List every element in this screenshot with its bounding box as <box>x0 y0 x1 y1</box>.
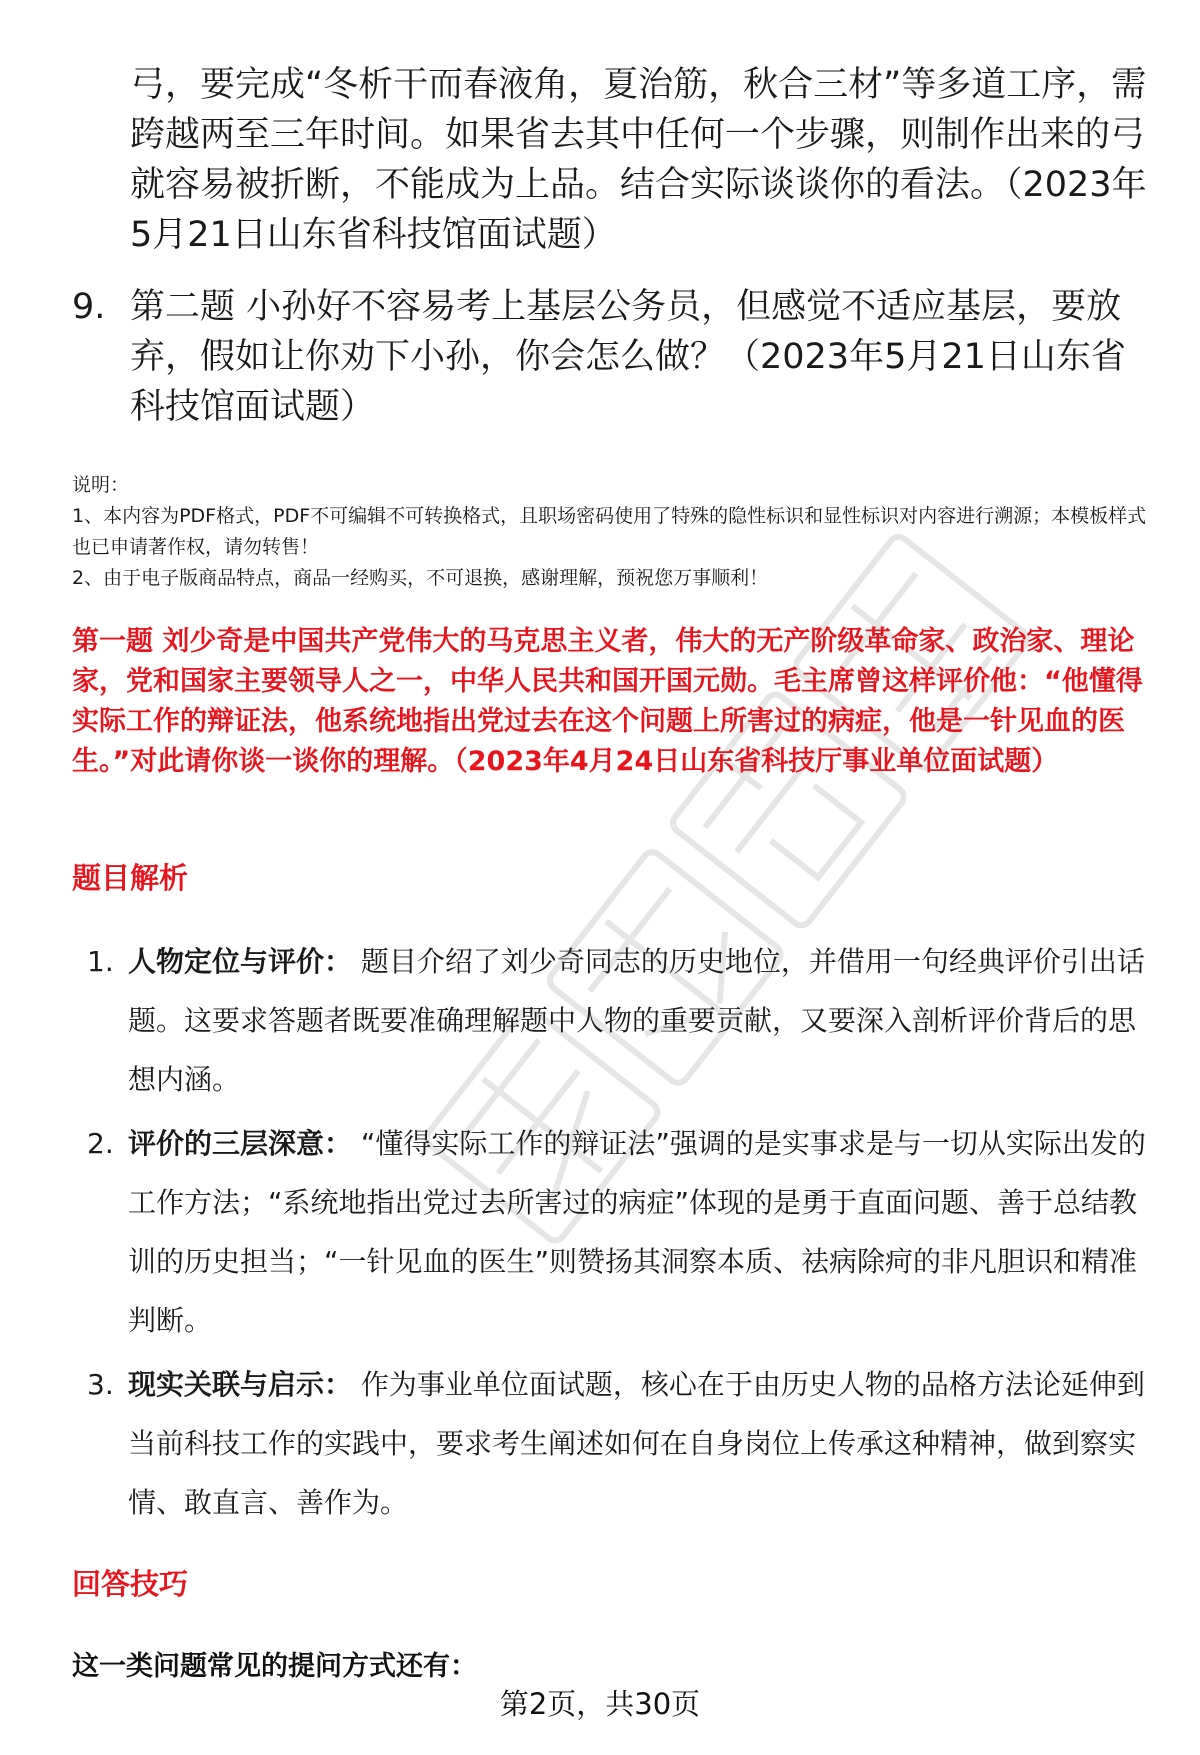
disclaimer-note <box>72 470 1162 594</box>
note-line-2: 2、由于电子版商品特点，商品一经购买，不可退换，感谢理解，预祝您万事顺利！ <box>72 567 769 589</box>
analysis-text: 题目介绍了刘少奇同志的历史地位，并借用一句经典评价引出话题。这要求答题者既要准确理解题中人物的重要贡献，又要深入剖析评价背后的思想内涵。 <box>128 945 1145 1096</box>
note-line-1: 1、本内容为PDF格式，PDF不可编辑不可转换格式，且职场密码使用了特殊的隐性标识和显性标识对内容进行溯源；本模板样式也已申请著作权，请勿转售！ <box>72 505 1147 558</box>
question-list <box>72 60 1152 454</box>
analysis-number: 2. <box>87 1127 114 1160</box>
featured-question: 第一题 刘少奇是中国共产党伟大的马克思主义者，伟大的无产阶级革命家、政治家、理论家，党和国家主要领导人之一，中华人民共和国开国元勋。毛主席曾这样评价他：“他懂得实际工作的辩证法，他系统地指出党过去在这个问题上所害过的病症，他是一针见血的医生。”对此请你谈一谈你的理解。（2023年4月24日山东省科技厅事业单位面试题） <box>72 626 1143 777</box>
question-text: 弓，要完成“冬析干而春液角，夏治筋，秋合三材”等多道工序，需跨越两至三年时间。如果省去其中任何一个步骤，则制作出来的弓就容易被折断，不能成为上品。结合实际谈谈你的看法。（2023年5月21日山东省科技馆面试题） <box>130 65 1147 255</box>
analysis-item <box>72 932 1162 1109</box>
question-number: 9. <box>72 287 106 327</box>
analysis-number: 3. <box>87 1368 114 1401</box>
note-title: 说明： <box>72 474 130 496</box>
question-text: 第二题 小孙好不容易考上基层公务员，但感觉不适应基层，要放弃，假如让你劝下小孙，你会怎么做？（2023年5月21日山东省科技馆面试题） <box>130 287 1126 427</box>
analysis-label: 人物定位与评价： <box>128 945 353 978</box>
question-item-9 <box>72 282 1152 432</box>
analysis-text: 作为事业单位面试题，核心在于由历史人物的品格方法论延伸到当前科技工作的实践中，要求考生阐述如何在自身岗位上传承这种精神，做到察实情、敢直言、善作为。 <box>128 1368 1145 1519</box>
analysis-label: 现实关联与启示： <box>128 1368 353 1401</box>
analysis-item <box>72 1114 1162 1350</box>
tips-heading: 回答技巧 <box>72 1567 189 1601</box>
page-number: 第2页，共30页 <box>499 1687 701 1721</box>
analysis-text: “懂得实际工作的辩证法”强调的是实事求是与一切从实际出发的工作方法；“系统地指出党过去所害过的病症”体现的是勇于直面问题、善于总结教训的历史担当；“一针见血的医生”则赞扬其洞察本质、祛病除疴的非凡胆识和精准判断。 <box>128 1127 1146 1337</box>
analysis-number: 1. <box>87 945 114 978</box>
analysis-label: 评价的三层深意： <box>128 1127 353 1160</box>
analysis-item <box>72 1355 1162 1532</box>
analysis-heading: 题目解析 <box>72 861 189 895</box>
question-item-8-continued <box>72 60 1152 260</box>
analysis-list <box>72 932 1162 1537</box>
tips-intro: 这一类问题常见的提问方式还有： <box>72 1651 477 1682</box>
